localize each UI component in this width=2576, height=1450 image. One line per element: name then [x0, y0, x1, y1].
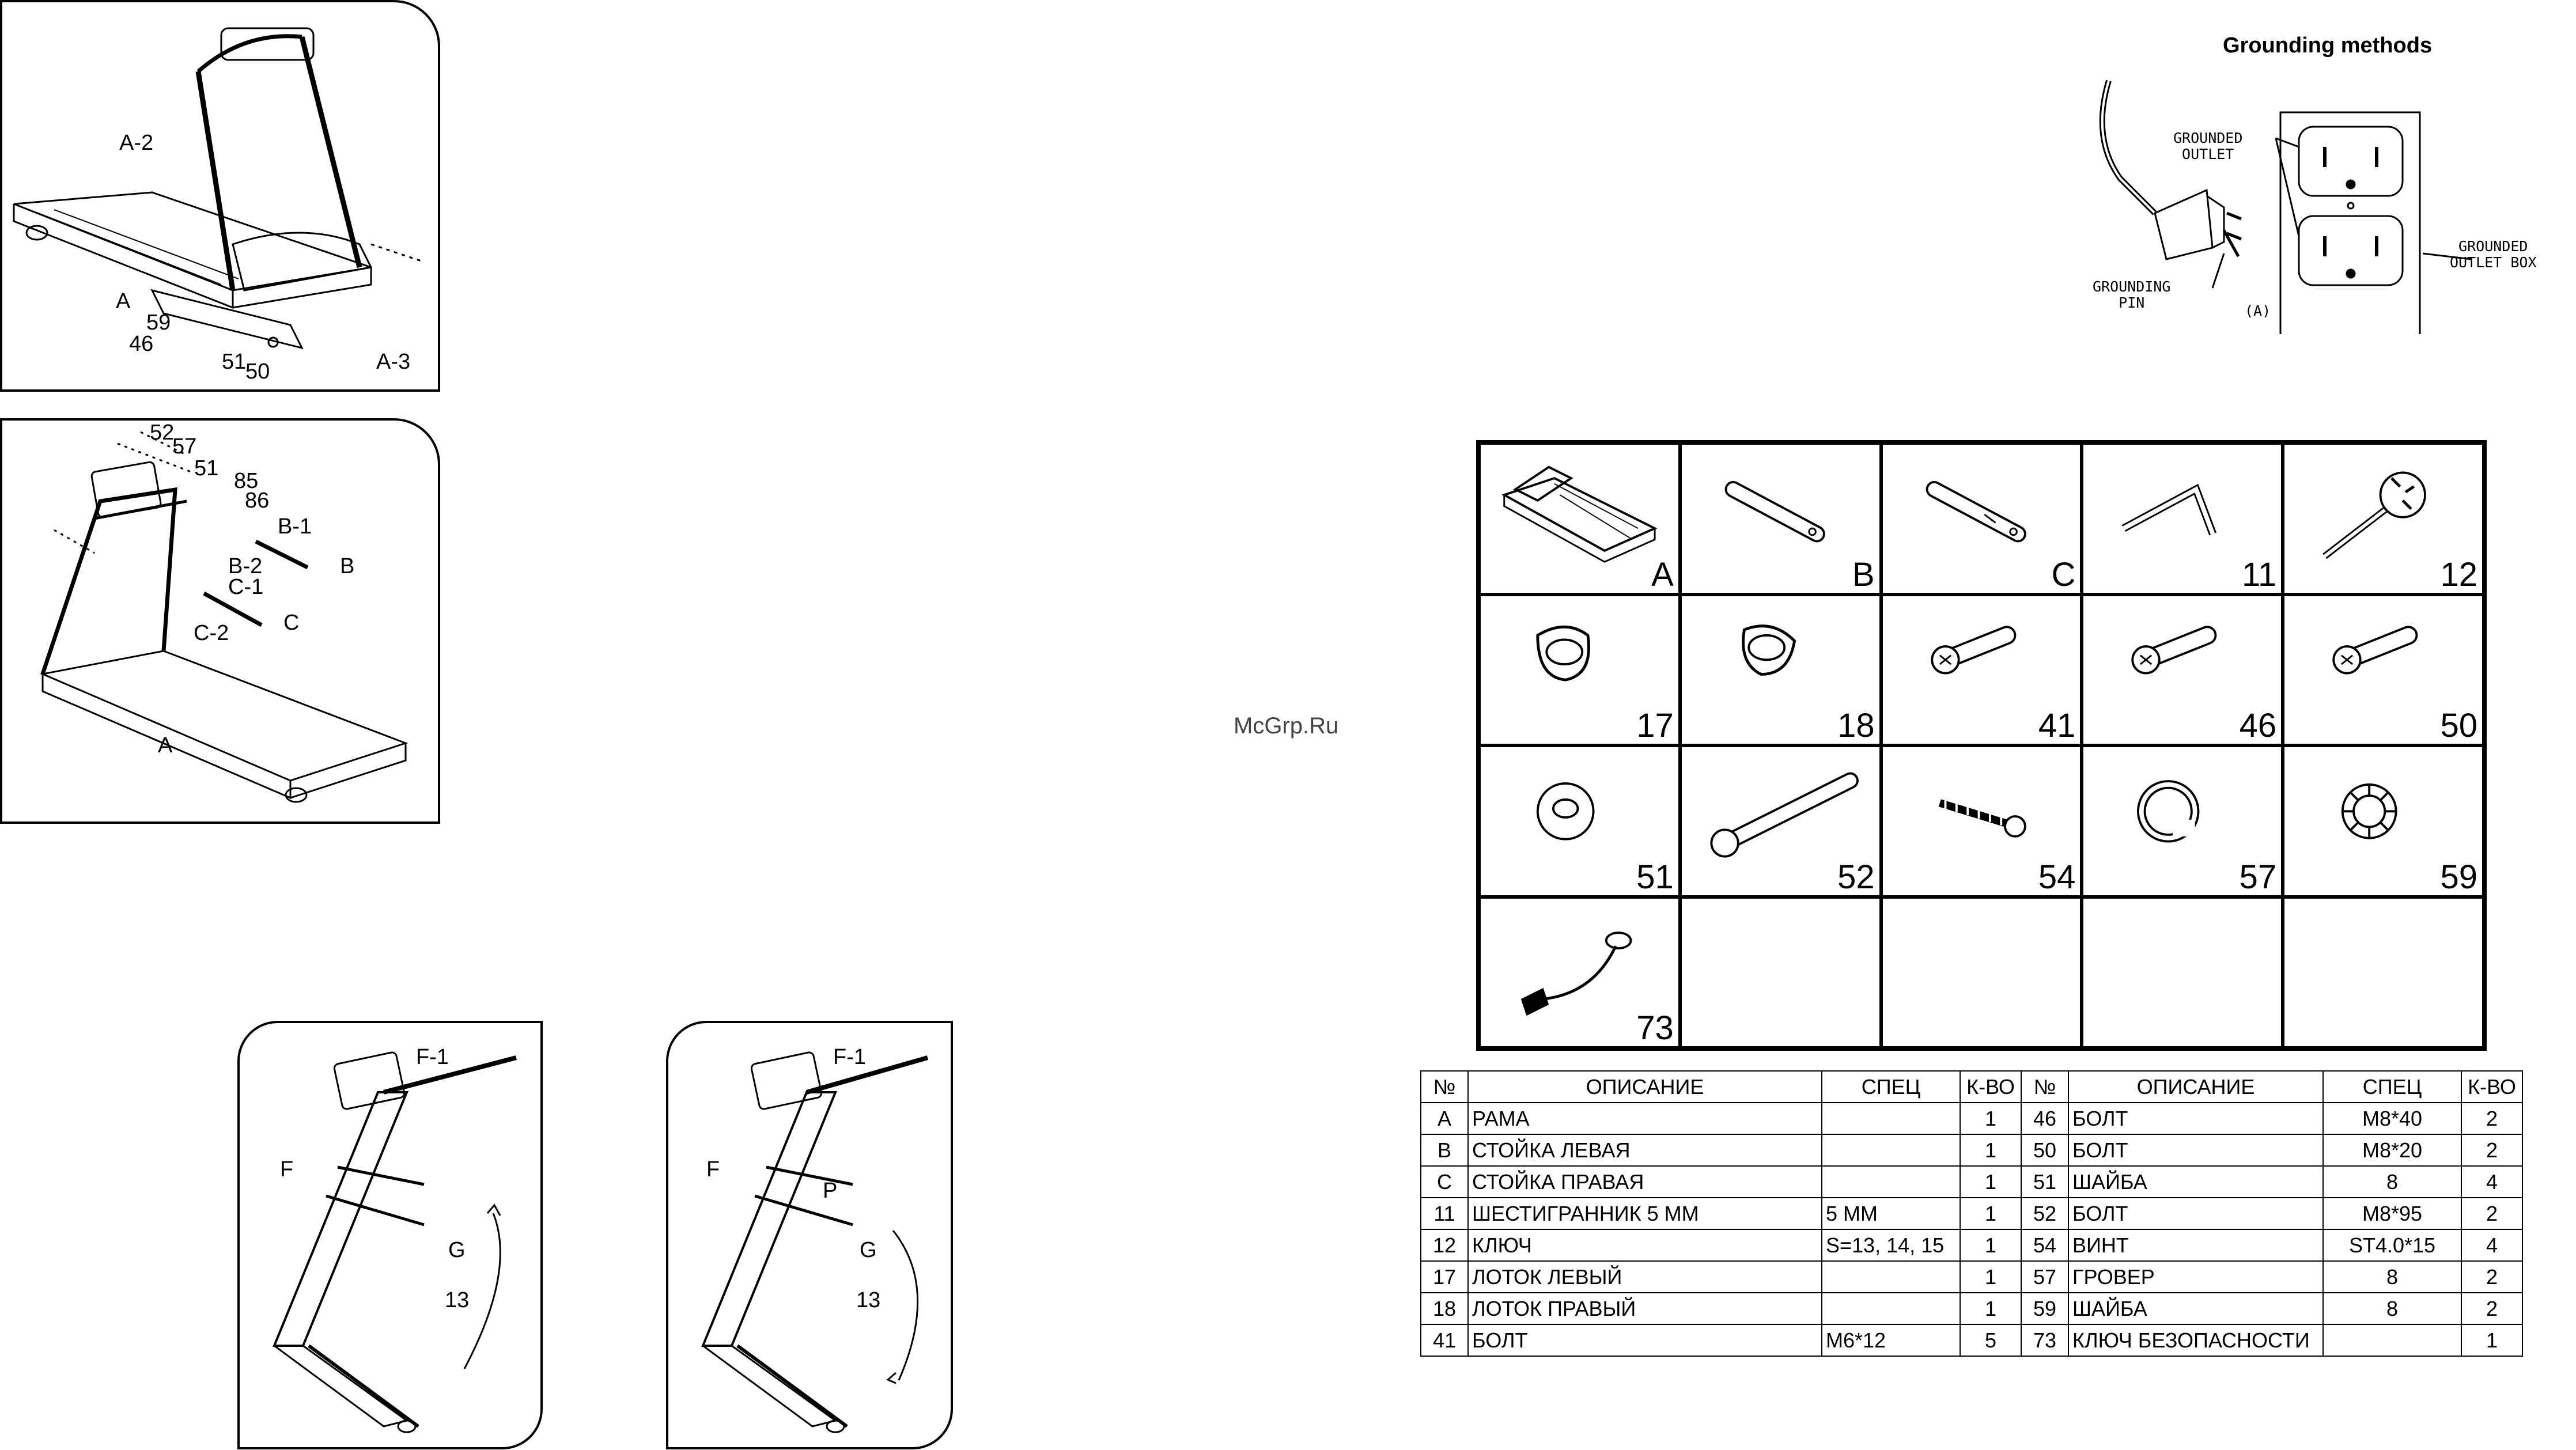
table-row [1421, 1103, 2522, 1134]
part-number: 18 [1837, 707, 1875, 744]
part-qty: 4 [2461, 1229, 2522, 1261]
part-label: 46 [129, 332, 154, 356]
empty-part-cell [2082, 897, 2283, 1048]
part-label: F [706, 1157, 720, 1182]
part-description: СТОЙКА ЛЕВАЯ [1468, 1134, 1822, 1166]
part-description: БОЛТ [2068, 1103, 2323, 1134]
header-no: № [2021, 1071, 2068, 1103]
part-label: F-1 [416, 1045, 449, 1069]
part-label: A-2 [119, 131, 154, 155]
header-spec: СПЕЦ [1822, 1071, 1960, 1103]
part-number: 57 [2239, 858, 2277, 896]
part-cell [1680, 443, 1881, 595]
part-description: ГРОВЕР [2068, 1261, 2323, 1293]
part-cell [2082, 595, 2283, 746]
part-cell [2283, 745, 2484, 897]
part-cell [2283, 443, 2484, 595]
part-no: 18 [1421, 1293, 1468, 1324]
part-label: G [860, 1238, 877, 1262]
parts-table [1420, 1070, 2523, 1357]
table-row [1421, 1293, 2522, 1324]
table-header-row [1421, 1071, 2522, 1103]
part-cell [1479, 897, 1680, 1048]
part-number: 46 [2239, 707, 2277, 744]
part-spec: M8*40 [2323, 1103, 2461, 1134]
part-qty: 1 [1960, 1198, 2021, 1229]
folding-diagram-2 [666, 1021, 953, 1449]
part-spec: M8*95 [2323, 1198, 2461, 1229]
part-cell [1881, 745, 2082, 897]
part-spec: 8 [2323, 1293, 2461, 1324]
part-description: ВИНТ [2068, 1229, 2323, 1261]
part-qty: 1 [2461, 1324, 2522, 1356]
part-number: 54 [2038, 858, 2076, 896]
grounding-title: Grounding methods [2223, 33, 2433, 58]
part-no: 59 [2021, 1293, 2068, 1324]
part-description: КЛЮЧ БЕЗОПАСНОСТИ [2068, 1324, 2323, 1356]
part-cell [1479, 745, 1680, 897]
part-number: 52 [1837, 858, 1875, 896]
part-qty: 2 [2461, 1261, 2522, 1293]
table-row [1421, 1134, 2522, 1166]
part-number: 51 [1636, 858, 1674, 896]
part-label: 50 [245, 359, 270, 384]
part-qty: 2 [2461, 1103, 2522, 1134]
part-description: БОЛТ [2068, 1134, 2323, 1166]
part-number: 41 [2038, 707, 2076, 744]
part-label: 57 [172, 434, 197, 459]
part-number: 11 [2241, 555, 2277, 593]
part-description: ЛОТОК ПРАВЫЙ [1468, 1293, 1822, 1324]
part-description: СТОЙКА ПРАВАЯ [1468, 1166, 1822, 1198]
parts-grid [1476, 440, 2487, 1051]
part-description: КЛЮЧ [1468, 1229, 1822, 1261]
part-label: 13 [445, 1288, 470, 1312]
part-no: 17 [1421, 1261, 1468, 1293]
part-spec: S=13, 14, 15 [1822, 1229, 1960, 1261]
table-row [1421, 1261, 2522, 1293]
part-cell [2082, 745, 2283, 897]
part-no: 51 [2021, 1166, 2068, 1198]
part-description: ШЕСТИГРАННИК 5 ММ [1468, 1198, 1822, 1229]
header-no: № [1421, 1071, 1468, 1103]
part-no: 12 [1421, 1229, 1468, 1261]
part-label: A-3 [376, 350, 411, 374]
part-qty: 4 [2461, 1166, 2522, 1198]
part-number: 73 [1636, 1009, 1674, 1047]
part-qty: 1 [1960, 1103, 2021, 1134]
part-spec [1822, 1166, 1960, 1198]
part-description: ЛОТОК ЛЕВЫЙ [1468, 1261, 1822, 1293]
part-description: БОЛТ [2068, 1198, 2323, 1229]
empty-part-cell [2283, 897, 2484, 1048]
header-qty: К-ВО [1960, 1071, 2021, 1103]
part-description: БОЛТ [1468, 1324, 1822, 1356]
header-description: ОПИСАНИЕ [2068, 1071, 2323, 1103]
part-number: B [1852, 555, 1875, 593]
part-qty: 1 [1960, 1166, 2021, 1198]
part-number: A [1651, 555, 1674, 593]
treadmill-icon [1481, 445, 1678, 593]
part-no: 73 [2021, 1324, 2068, 1356]
assembly-diagram-1 [0, 0, 440, 392]
part-label: 59 [146, 311, 171, 335]
part-label: 85 [234, 469, 259, 493]
part-cell [1680, 745, 1881, 897]
table-row [1421, 1229, 2522, 1261]
part-no: C [1421, 1166, 1468, 1198]
part-qty: 1 [1960, 1229, 2021, 1261]
part-no: 50 [2021, 1134, 2068, 1166]
part-qty: 2 [2461, 1198, 2522, 1229]
table-row [1421, 1198, 2522, 1229]
part-no: A [1421, 1103, 1468, 1134]
part-number: 12 [2440, 555, 2477, 593]
part-label: 52 [150, 421, 175, 445]
part-cell [1680, 595, 1881, 746]
folding-diagram-1 [237, 1021, 543, 1449]
part-label: F [280, 1157, 294, 1182]
part-spec [1822, 1261, 1960, 1293]
part-qty: 1 [1960, 1134, 2021, 1166]
part-label: G [448, 1238, 466, 1262]
part-no: 46 [2021, 1103, 2068, 1134]
part-no: 57 [2021, 1261, 2068, 1293]
part-description: ШАЙБА [2068, 1166, 2323, 1198]
part-spec [1822, 1134, 1960, 1166]
table-row [1421, 1166, 2522, 1198]
part-cell [1881, 443, 2082, 595]
treadmill-folding-up-drawing [240, 1023, 540, 1447]
part-spec [1822, 1293, 1960, 1324]
part-description: РАМА [1468, 1103, 1822, 1134]
figure-label: (A) [2245, 302, 2271, 319]
part-cell [1479, 443, 1680, 595]
assembly-diagram-2 [0, 418, 440, 824]
post-left-icon [1682, 445, 1879, 593]
part-spec [1822, 1103, 1960, 1134]
part-spec: M6*12 [1822, 1324, 1960, 1356]
part-label: A [158, 733, 173, 758]
part-number: 17 [1636, 707, 1674, 744]
part-no: B [1421, 1134, 1468, 1166]
header-description: ОПИСАНИЕ [1468, 1071, 1822, 1103]
part-label: 13 [856, 1288, 881, 1312]
part-no: 11 [1421, 1198, 1468, 1229]
part-label: B-1 [278, 514, 312, 539]
watermark-text: McGrp.Ru [1234, 713, 1339, 739]
treadmill-folding-down-drawing [668, 1023, 951, 1447]
part-no: 52 [2021, 1198, 2068, 1229]
part-qty: 2 [2461, 1134, 2522, 1166]
part-label: F-1 [833, 1045, 866, 1069]
part-qty: 2 [2461, 1293, 2522, 1324]
part-label: A [116, 289, 131, 313]
part-spec [2323, 1324, 2461, 1356]
part-spec: 5 ММ [1822, 1198, 1960, 1229]
grounded-outlet-box-label: GROUNDED OUTLET BOX [2450, 238, 2537, 271]
part-label: C [283, 611, 300, 635]
part-label: C-2 [194, 621, 229, 645]
part-label: B-2 [228, 554, 263, 578]
part-number: 50 [2440, 707, 2477, 744]
part-label: C-1 [228, 575, 264, 599]
part-no: 41 [1421, 1324, 1468, 1356]
part-label: B [340, 554, 355, 578]
treadmill-assembled-drawing [2, 2, 438, 389]
part-spec: M8*20 [2323, 1134, 2461, 1166]
empty-part-cell [1680, 897, 1881, 1048]
part-label: 51 [222, 350, 247, 374]
header-qty: К-ВО [2461, 1071, 2522, 1103]
part-label: 51 [194, 456, 219, 480]
part-cell [2082, 443, 2283, 595]
empty-part-cell [1881, 897, 2082, 1048]
table-row [1421, 1324, 2522, 1356]
part-cell [1479, 595, 1680, 746]
part-label: P [823, 1179, 838, 1203]
part-spec: 8 [2323, 1166, 2461, 1198]
part-number: 59 [2440, 858, 2477, 896]
part-qty: 5 [1960, 1324, 2021, 1356]
part-qty: 1 [1960, 1261, 2021, 1293]
part-description: ШАЙБА [2068, 1293, 2323, 1324]
header-spec: СПЕЦ [2323, 1071, 2461, 1103]
part-spec: 8 [2323, 1261, 2461, 1293]
part-number: C [2051, 555, 2076, 593]
grounded-outlet-label: GROUNDED OUTLET [2173, 130, 2243, 162]
post-right-icon [1883, 445, 2081, 593]
part-qty: 1 [1960, 1293, 2021, 1324]
part-no: 54 [2021, 1229, 2068, 1261]
part-cell [2283, 595, 2484, 746]
part-spec: ST4.0*15 [2323, 1229, 2461, 1261]
part-label: 86 [245, 489, 270, 513]
grounding-pin-label: GROUNDING PIN [2093, 278, 2171, 311]
part-cell [1881, 595, 2082, 746]
